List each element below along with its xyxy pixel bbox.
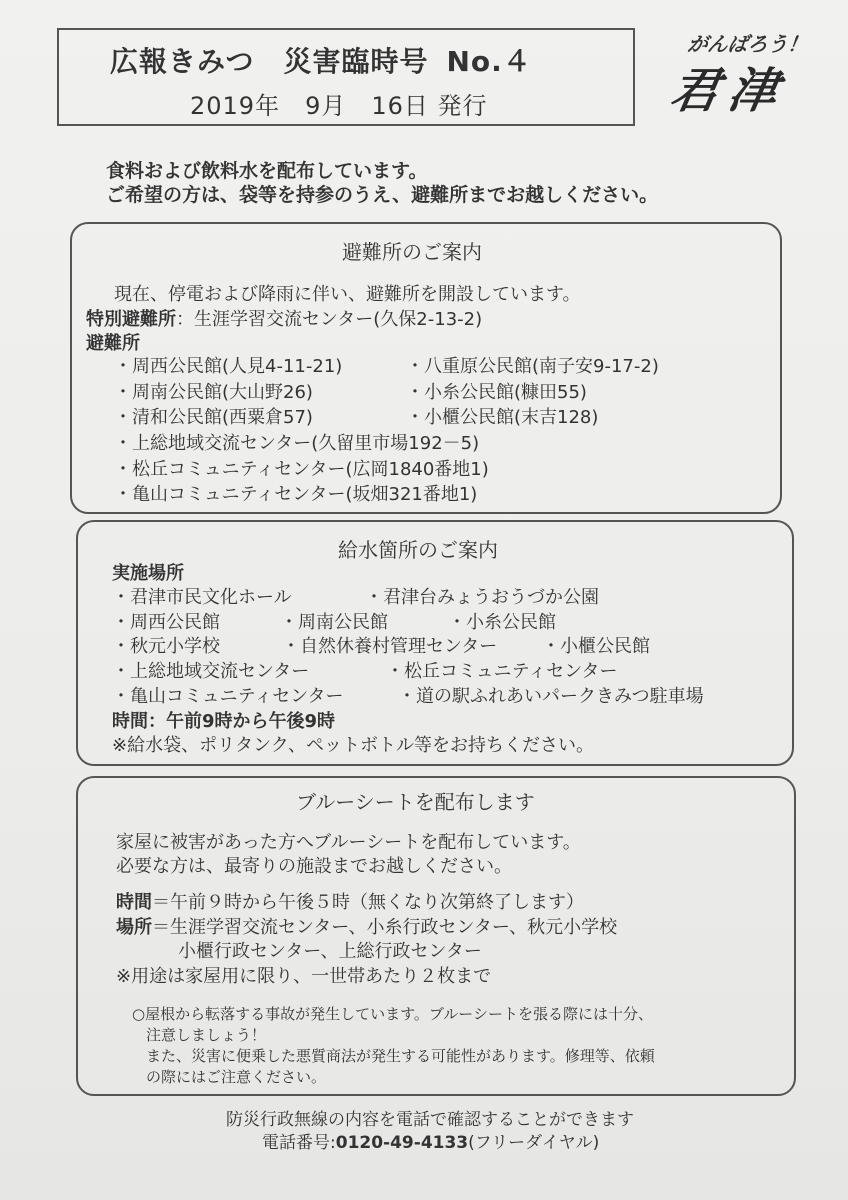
shelter-title: 避難所のご案内 [342,240,482,264]
tarp-place-continued: 小櫃行政センター、上総行政センター [178,941,482,962]
water-site: ・小糸公民館 [448,612,556,633]
tarp-place-value: ＝生涯学習交流センター、小糸行政センター、秋元小学校 [152,917,618,938]
tarp-place [116,913,617,939]
caution-line-1: ○屋根から転落する事故が発生しています。ブルーシートを張る際には十分、 [132,1005,653,1023]
tarp-time [116,888,584,914]
footer-phone [262,1128,599,1153]
tarp-place-label: 場所 [116,917,152,938]
water-site: ・亀山コミュニティセンター [112,686,344,707]
shelter-item: ・松丘コミュニティセンター(広岡1840番地1) [114,459,489,480]
shelter-item: ・小櫃公民館(末吉128) [406,407,599,428]
caution-line-3: また、災害に便乗した悪質商法が発生する可能性があります。修理等、依頼 [146,1047,655,1065]
shelter-item: ・清和公民館(西粟倉57) [114,407,313,428]
water-site: ・自然休養村管理センター [282,636,498,657]
city-logo-text: 君津 [666,63,793,119]
tarp-line-2: 必要な方は、最寄りの施設までお越しください。 [116,856,512,877]
shelter-item: ・周南公民館(大山野26) [114,382,313,403]
issue-number: No.４ [446,45,532,78]
water-site: ・秋元小学校 [112,636,220,657]
tarp-line-1: 家屋に被害があった方へブルーシートを配布しています。 [116,832,581,853]
shelter-list-label: 避難所 [86,333,140,354]
shelter-item: ・上総地域交流センター(久留里市場192－5) [114,433,480,454]
shelter-lead: 現在、停電および降雨に伴い、避難所を開設しています。 [114,284,581,305]
slogan: がんばろう！ [686,32,810,56]
intro-line-2: ご希望の方は、袋等を持参のうえ、避難所までお越しください。 [106,184,659,206]
shelter-item: ・周西公民館(人見4-11-21) [114,356,343,377]
water-site: ・道の駅ふれあいパークきみつ駐車場 [398,686,704,707]
water-time: 時間：午前9時から午後9時 [112,711,336,732]
masthead-title [110,40,532,80]
water-site: ・周西公民館 [112,612,220,633]
water-title: 給水箇所のご案内 [338,538,498,562]
water-site: ・君津台みょうおうづか公園 [365,587,599,608]
phone-number: 0120-49-4133 [335,1133,469,1153]
tarp-time-value: ＝午前９時から午後５時（無くなり次第終了します） [152,892,584,913]
water-site: ・君津市民文化ホール [112,587,292,608]
water-site: ・上総地域交流センター [112,661,310,682]
shelter-item: ・八重原公民館(南子安9-17-2) [406,356,659,377]
water-place-label: 実施場所 [112,563,184,584]
blue-tarp-title: ブルーシートを配布します [296,790,535,814]
water-note: ※給水袋、ポリタンク、ペットボトル等をお持ちください。 [112,735,594,756]
water-site: ・小櫃公民館 [542,636,650,657]
caution-line-4: の際にはご注意ください。 [146,1068,327,1086]
water-site: ・周南公民館 [280,612,388,633]
special-shelter-label: 特別避難所 [86,309,176,330]
masthead-title-text: 広報きみつ 災害臨時号 [110,45,429,78]
tarp-time-label: 時間 [116,892,152,913]
special-shelter [86,305,482,331]
intro-line-1: 食料および飲料水を配布しています。 [106,160,428,182]
caution-line-2: 注意しましょう！ [146,1026,267,1044]
tarp-limit: ※用途は家屋用に限り、一世帯あたり２枚まで [116,966,492,987]
shelter-item: ・亀山コミュニティセンター(坂畑321番地1) [114,484,478,505]
water-site: ・松丘コミュニティセンター [386,661,618,682]
issue-date: 2019年 9月 16日 発行 [190,92,488,120]
phone-label: 電話番号: [262,1133,336,1153]
shelter-item: ・小糸公民館(糠田55) [406,382,587,403]
special-shelter-value: ：生涯学習交流センター(久保2-13-2) [176,309,483,330]
footer-line: 防災行政無線の内容を電話で確認することができます [226,1110,634,1130]
phone-note: (フリーダイヤル) [468,1133,600,1153]
